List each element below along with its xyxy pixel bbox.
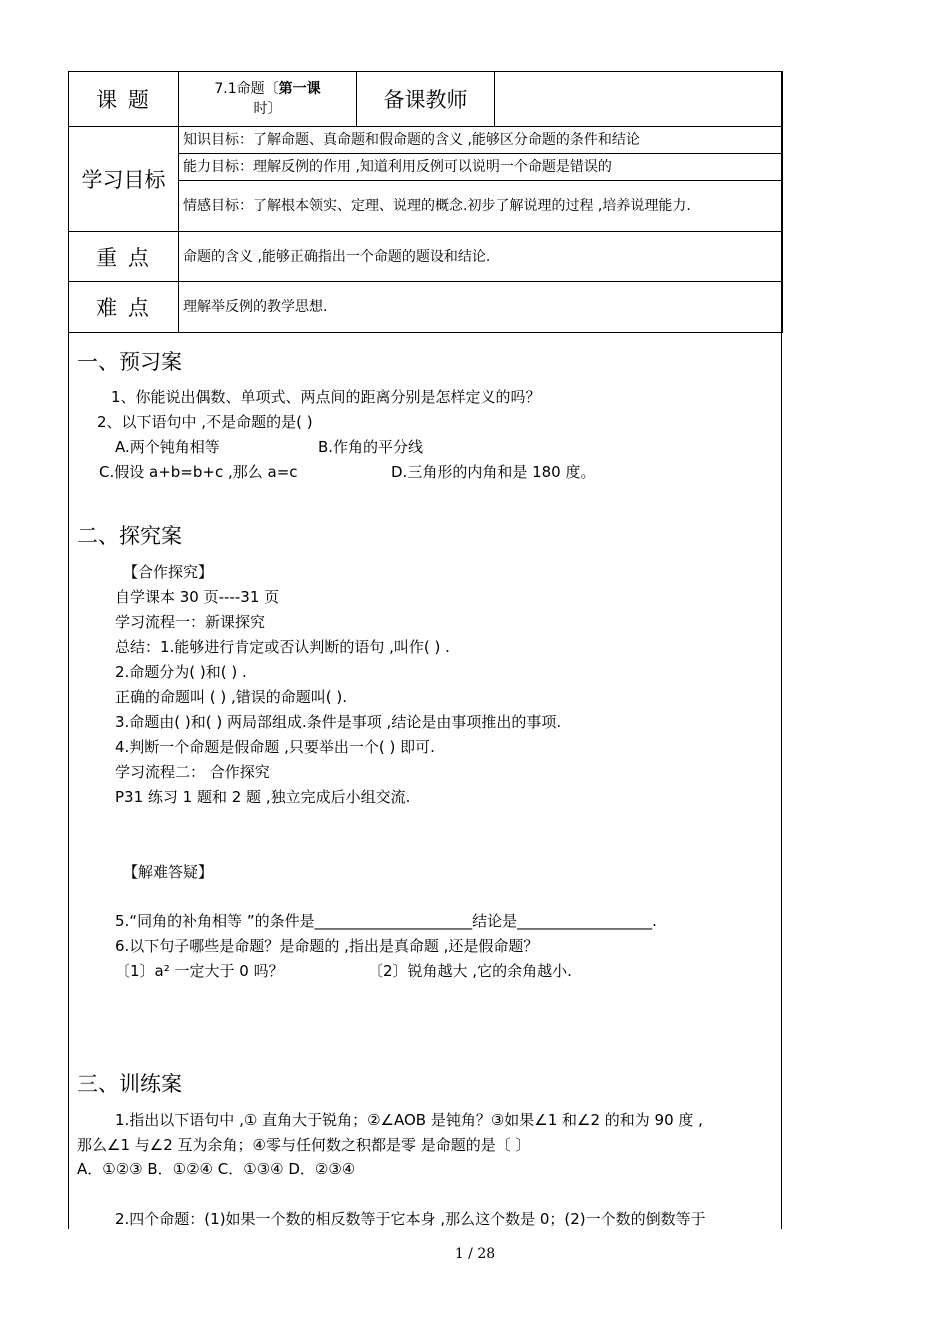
summary-3: 正确的命题叫 ( ) ,错误的命题叫( ). xyxy=(115,688,348,706)
teacher-value xyxy=(495,72,783,127)
difficulty-label: 难 点 xyxy=(69,282,179,333)
option-a: A.两个钝角相等 xyxy=(115,438,220,456)
training-1-options: A．①②③ B．①②④ C．①③④ D．②③④ xyxy=(77,1160,356,1178)
goals-label: 学习目标 xyxy=(69,127,179,232)
self-study-pages: 自学课本 30 页----31 页 xyxy=(115,588,280,606)
coop-heading: 【合作探究】 xyxy=(123,563,214,581)
question-6: 6.以下句子哪些是命题？是命题的 ,指出是真命题 ,还是假命题？ xyxy=(115,937,539,955)
topic-label: 课 题 xyxy=(69,72,179,127)
question-5: 5.“同角的补角相等 ”的条件是_____________________结论是__________________. xyxy=(115,912,657,930)
option-d: D.三角形的内角和是 180 度。 xyxy=(391,463,596,481)
goal-emotion: 情感目标：了解根本领实、定理、说理的概念.初步了解说理的过程 ,培养说理能力. xyxy=(179,181,783,232)
goal-knowledge: 知识目标：了解命题、真命题和假命题的含义 ,能够区分命题的条件和结论 xyxy=(179,127,783,154)
option-c: C.假设 a+b=b+c ,那么 a=c xyxy=(99,463,298,481)
summary-2: 2.命题分为( )和( ) . xyxy=(115,663,247,681)
page-number: 1 / 28 xyxy=(454,1246,496,1262)
preview-question-1: 1、你能说出偶数、单项式、两点间的距离分别是怎样定义的吗？ xyxy=(111,388,541,406)
question-6-part-1: 〔1〕a² 一定大于 0 吗？ xyxy=(115,962,284,980)
goal-ability: 能力目标：理解反例的作用 ,知道利用反例可以说明一个命题是错误的 xyxy=(179,154,783,181)
summary-5: 4.判断一个命题是假命题 ,只要举出一个( ) 即可. xyxy=(115,738,435,756)
training-1-line-2: 那么∠1 与∠2 互为余角；④零与任何数之积都是零 是命题的是〔 〕 xyxy=(77,1136,531,1154)
section-preview-title: 一、预习案 xyxy=(77,350,182,374)
preview-question-2: 2、以下语句中 ,不是命题的是( ) xyxy=(97,413,313,431)
teacher-label: 备课教师 xyxy=(357,72,495,127)
lesson-header-table xyxy=(68,71,783,333)
flow-two: 学习流程二： 合作探究 xyxy=(115,763,270,781)
summary-1: 总结：1.能够进行肯定或否认判断的语句 ,叫作( ) . xyxy=(115,638,450,656)
training-1-line-1: 1.指出以下语句中 ,① 直角大于锐角；②∠AOB 是钝角？③如果∠1 和∠2 的和为 90 度 , xyxy=(115,1111,703,1129)
difficulty-value: 理解举反例的教学思想. xyxy=(179,282,783,333)
qa-heading: 【解难答疑】 xyxy=(123,863,214,881)
question-6-part-2: 〔2〕锐角越大 ,它的余角越小. xyxy=(368,962,572,980)
key-point-label: 重 点 xyxy=(69,232,179,282)
flow-one: 学习流程一：新课探究 xyxy=(115,613,266,631)
option-b: B.作角的平分线 xyxy=(318,438,424,456)
training-2-line-1: 2.四个命题：(1)如果一个数的相反数等于它本身 ,那么这个数是 0；(2)一个数的倒数等于 xyxy=(115,1210,706,1228)
key-point-value: 命题的含义 ,能够正确指出一个命题的题设和结论. xyxy=(179,232,783,282)
practice-note: P31 练习 1 题和 2 题 ,独立完成后小组交流. xyxy=(115,788,411,806)
section-explore-title: 二、探究案 xyxy=(77,524,182,548)
section-training-title: 三、训练案 xyxy=(77,1072,182,1096)
topic-value: 7.1命题〔第一课 时〕 xyxy=(179,72,357,127)
summary-4: 3.命题由( )和( ) 两局部组成.条件是事项 ,结论是由事项推出的事项. xyxy=(115,713,562,731)
